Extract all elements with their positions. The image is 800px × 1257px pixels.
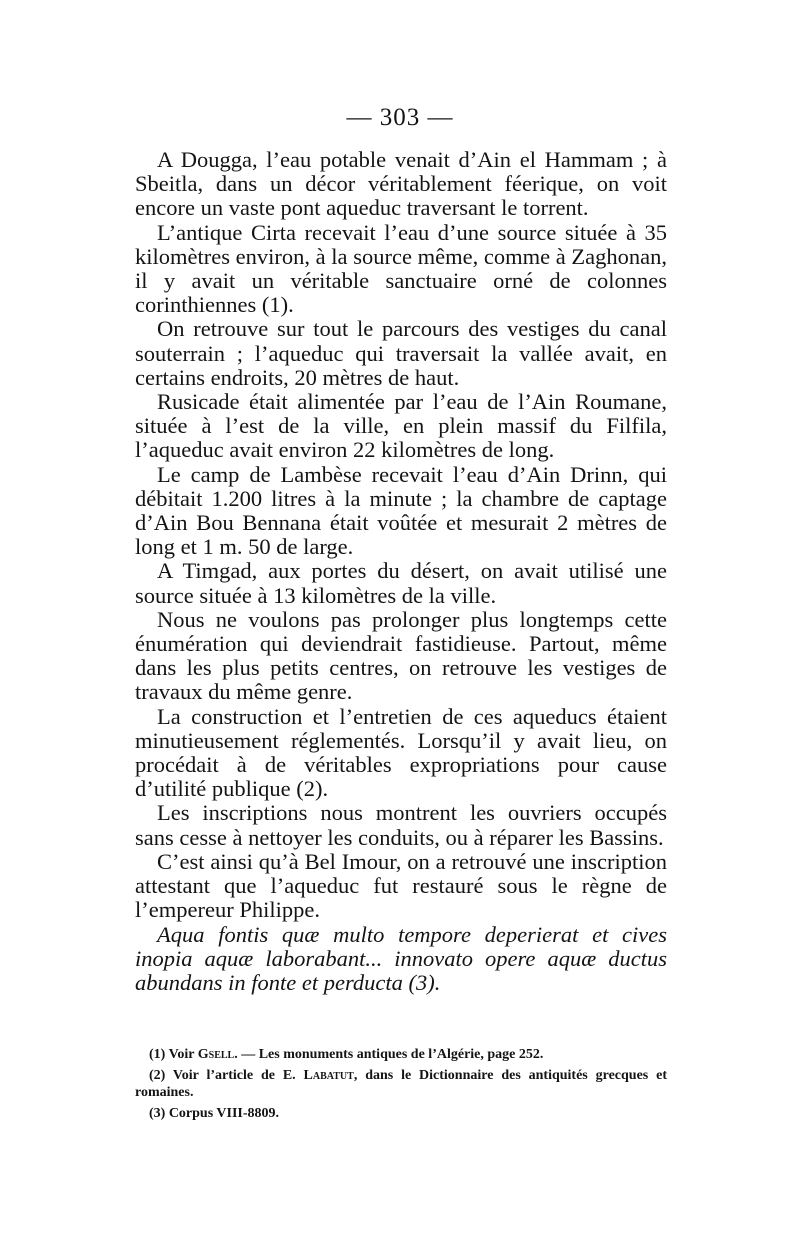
paragraph-canal: On retrouve sur tout le parcours des vestiges du canal souterrain ; l’aqueduc qui traversait la vallée avait, en certains endroits, 20 mètres de haut.	[135, 316, 667, 390]
body-text	[135, 148, 667, 995]
paragraph-dougga: A Dougga, l’eau potable venait d’Ain el Hammam ; à Sbeitla, dans un décor véritablement féerique, on voit encore un vaste pont aqueduc traversant le torrent.	[135, 147, 667, 221]
footnote-1-prefix: (1) Voir	[149, 1047, 198, 1062]
latin-quote: Aqua fontis quæ multo tempore deperierat et cives inopia aquæ laborabant... innovato opere aquæ ductus abundans in fonte et perducta (3).	[135, 921, 667, 995]
footnotes	[135, 1046, 667, 1126]
footnote-1-rest: . — Les monuments antiques de l’Algérie, page 252.	[234, 1047, 544, 1062]
paragraph-rusicade: Rusicade était alimentée par l’eau de l’Ain Roumane, située à l’est de la ville, en plein massif du Filfila, l’aqueduc avait environ 22 kilomètres de long.	[135, 389, 667, 463]
footnote-2	[135, 1067, 667, 1101]
paragraph-lambese: Le camp de Lambèse recevait l’eau d’Ain Drinn, qui débitait 1.200 litres à la minute ; la chambre de captage d’Ain Bou Bennana était voûtée et mesurait 2 mètres de long et 1 m. 50 de large.	[135, 461, 667, 560]
paragraph-enumeration: Nous ne voulons pas prolonger plus longtemps cette énumération qui deviendrait fastidieuse. Partout, même dans les plus petits centres, on retrouve les vestiges de travaux du même genre.	[135, 606, 667, 705]
footnote-2-author: Labatut	[303, 1068, 354, 1083]
footnote-3	[135, 1105, 667, 1122]
page-number: — 303 —	[346, 104, 454, 131]
footnote-3-prefix: (3) Corpus VIII-8809.	[149, 1106, 280, 1121]
paragraph-inscriptions: Les inscriptions nous montrent les ouvriers occupés sans cesse à nettoyer les conduits, ou à réparer les Bassins.	[135, 800, 667, 850]
paragraph-timgad: A Timgad, aux portes du désert, on avait utilisé une source située à 13 kilomètres de la ville.	[135, 558, 667, 608]
paragraph-construction: La construction et l’entretien de ces aqueducs étaient minutieusement réglementés. Lorsqu’il y avait lieu, on procédait à de véritables expropriations pour cause d’utilité publique (2).	[135, 703, 667, 802]
paragraph-cirta: L’antique Cirta recevait l’eau d’une source située à 35 kilomètres environ, à la source même, comme à Zaghonan, il y avait un véritable sanctuaire orné de colonnes corinthiennes (1).	[135, 219, 667, 318]
footnote-2-rest: , dans le Dictionnaire des antiquités grecques et romaines.	[135, 1068, 667, 1100]
footnote-1-author: Gsell	[197, 1047, 235, 1062]
footnote-1	[135, 1046, 667, 1063]
footnote-2-prefix: (2) Voir l’article de E.	[149, 1068, 304, 1083]
paragraph-bel-imour: C’est ainsi qu’à Bel Imour, on a retrouvé une inscription attestant que l’aqueduc fut restauré sous le règne de l’empereur Philippe.	[135, 848, 667, 923]
